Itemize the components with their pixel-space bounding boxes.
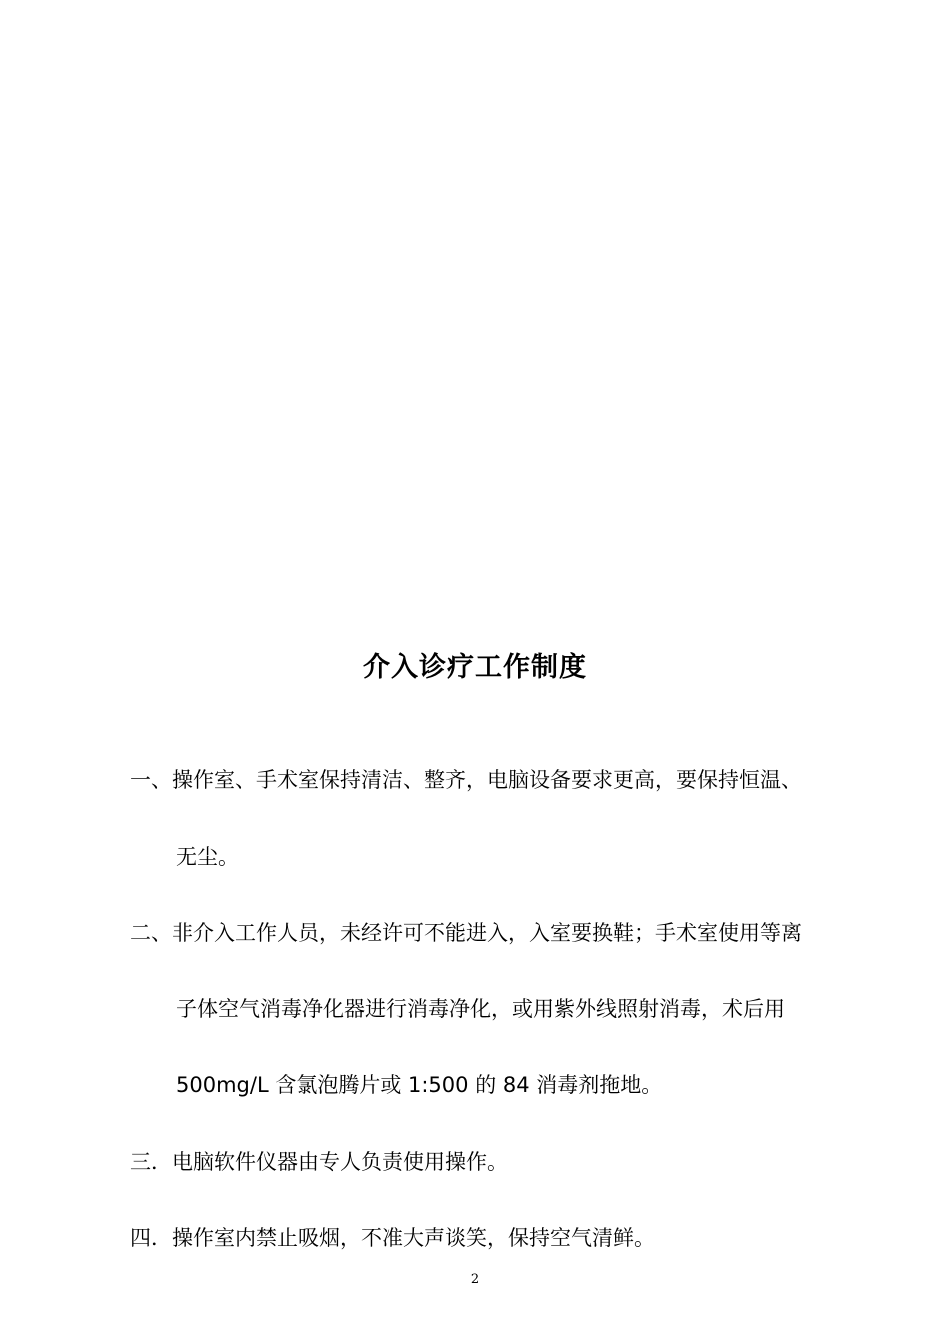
rule-item-3-line-1 — [130, 1143, 850, 1181]
rule-item-2-line-3 — [176, 1066, 896, 1104]
rule-item-3-marker: 三． — [130, 1150, 172, 1174]
rule-item-1-text-2: 无尘。 — [176, 845, 239, 869]
rule-item-2-text-3: 500mg/L 含氯泡腾片或 1:500 的 84 消毒剂拖地。 — [176, 1073, 663, 1097]
rule-item-4-text-1: 操作室内禁止吸烟，不准大声谈笑，保持空气清鲜。 — [172, 1226, 655, 1250]
rule-item-2-text-1: 非介入工作人员，未经许可不能进入，入室要换鞋；手术室使用等离 — [172, 921, 802, 945]
rule-item-2-line-2 — [176, 990, 896, 1028]
rule-item-3-text-1: 电脑软件仪器由专人负责使用操作。 — [172, 1150, 508, 1174]
page-number: 2 — [470, 1272, 480, 1287]
rule-item-1-line-1 — [130, 761, 850, 799]
rule-item-2-text-2: 子体空气消毒净化器进行消毒净化，或用紫外线照射消毒，术后用 — [176, 997, 785, 1021]
rule-item-1-text-1: 操作室、手术室保持清洁、整齐，电脑设备要求更高，要保持恒温、 — [172, 768, 802, 792]
rule-item-2-marker: 二、 — [130, 921, 172, 945]
rule-item-4-marker: 四． — [130, 1226, 172, 1250]
rule-item-4-line-1 — [130, 1219, 850, 1257]
rule-item-2-line-1 — [130, 914, 850, 952]
rule-item-1-line-2 — [176, 838, 896, 876]
rule-item-1-marker: 一、 — [130, 768, 172, 792]
document-title: 介入诊疗工作制度 — [363, 652, 587, 683]
